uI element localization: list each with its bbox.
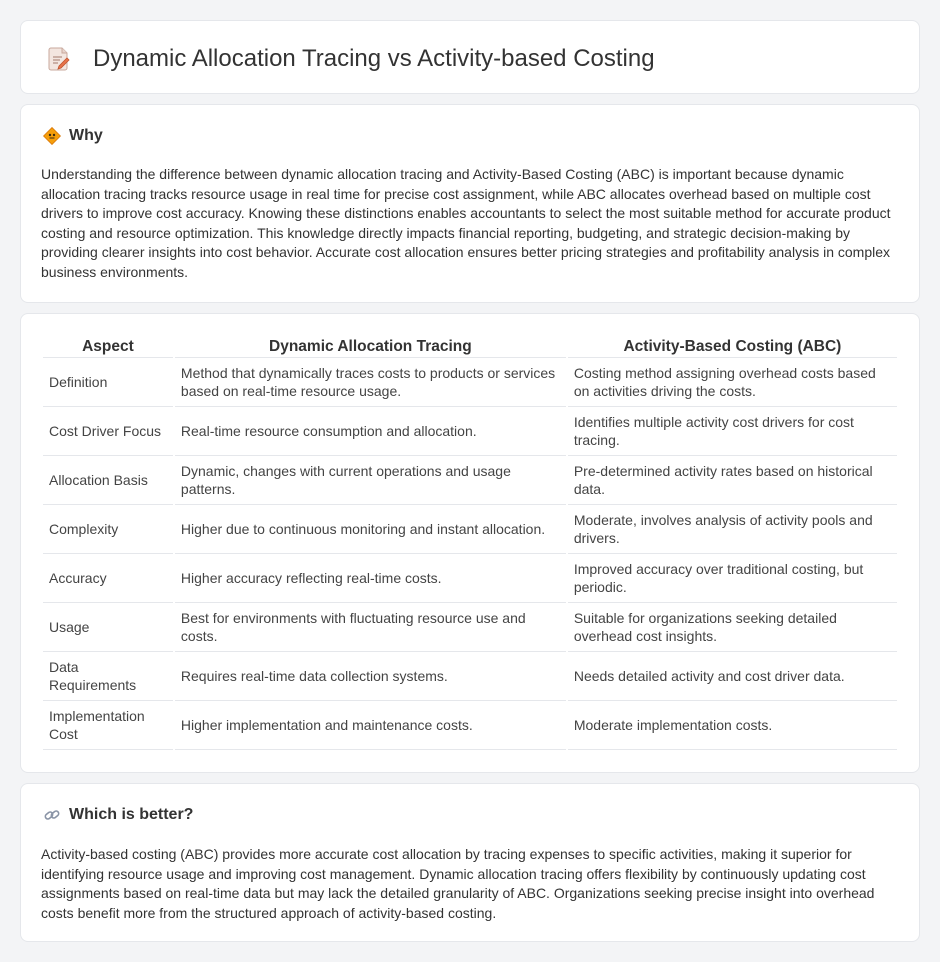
table-row: [43, 407, 897, 456]
cell-aspect: Accuracy: [43, 554, 173, 603]
cell-dynamic: Higher due to continuous monitoring and instant allocation.: [175, 505, 566, 554]
table-row: [43, 652, 897, 701]
table-header-row: [43, 336, 897, 358]
diamond-sign-icon: [43, 127, 61, 145]
header-aspect: Aspect: [43, 336, 173, 358]
cell-abc: Moderate, involves analysis of activity pools and drivers.: [568, 505, 897, 554]
better-card: [20, 783, 920, 942]
table-row: [43, 505, 897, 554]
why-heading: [43, 127, 103, 145]
cell-abc: Improved accuracy over traditional costing, but periodic.: [568, 554, 897, 603]
cell-abc: Identifies multiple activity cost drivers for cost tracing.: [568, 407, 897, 456]
cell-aspect: Complexity: [43, 505, 173, 554]
cell-aspect: Usage: [43, 603, 173, 652]
cell-aspect: Implementation Cost: [43, 701, 173, 750]
table-row: [43, 603, 897, 652]
page-title: Dynamic Allocation Tracing vs Activity-based Costing: [93, 45, 655, 72]
cell-abc: Needs detailed activity and cost driver data.: [568, 652, 897, 701]
cell-aspect: Data Requirements: [43, 652, 173, 701]
document-icon: [47, 46, 71, 72]
link-icon: [43, 806, 61, 824]
cell-aspect: Allocation Basis: [43, 456, 173, 505]
better-text: Activity-based costing (ABC) provides more accurate cost allocation by tracing expenses to specific activities, making it superior for identifying resource usage and improving cost management. Dynamic allocation tracing offers flexibility by continuously updating cost assignments based on real-time data but may lack the detailed granularity of ABC. Organizations seeking precise insight into overhead costs benefit more from the structured approach of activity-based costing.: [41, 846, 875, 921]
cell-dynamic: Higher accuracy reflecting real-time costs.: [175, 554, 566, 603]
cell-aspect: Definition: [43, 358, 173, 407]
cell-abc: Pre-determined activity rates based on historical data.: [568, 456, 897, 505]
comparison-card: [20, 313, 920, 773]
cell-dynamic: Method that dynamically traces costs to products or services based on real-time resource usage.: [175, 358, 566, 407]
comparison-table: [41, 336, 899, 750]
better-title: Which is better?: [69, 806, 194, 823]
why-title: Why: [69, 127, 103, 144]
cell-abc: Moderate implementation costs.: [568, 701, 897, 750]
header: [47, 45, 655, 73]
header-abc: Activity-Based Costing (ABC): [568, 336, 897, 358]
why-card: [20, 104, 920, 303]
header-dynamic-allocation: Dynamic Allocation Tracing: [175, 336, 566, 358]
cell-dynamic: Real-time resource consumption and allocation.: [175, 407, 566, 456]
cell-dynamic: Requires real-time data collection systems.: [175, 652, 566, 701]
table-row: [43, 358, 897, 407]
why-text: Understanding the difference between dynamic allocation tracing and Activity-Based Costing (ABC) is important because dynamic allocation tracing tracks resource usage in real time for precise cost assignment, while ABC allocates overhead based on multiple cost drivers to improve cost accuracy. Knowing these distinctions enables accountants to select the most suitable method for accurate product costing and resource optimization. This knowledge directly impacts financial reporting, budgeting, and strategic decision-making by providing clearer insights into cost behavior. Accurate cost allocation ensures better pricing strategies and profitability analysis in complex business environments.: [41, 166, 891, 280]
cell-abc: Costing method assigning overhead costs based on activities driving the costs.: [568, 358, 897, 407]
header-card: [20, 20, 920, 94]
better-heading: [43, 806, 193, 824]
cell-abc: Suitable for organizations seeking detailed overhead cost insights.: [568, 603, 897, 652]
table-row: [43, 456, 897, 505]
cell-aspect: Cost Driver Focus: [43, 407, 173, 456]
cell-dynamic: Best for environments with fluctuating resource use and costs.: [175, 603, 566, 652]
cell-dynamic: Higher implementation and maintenance costs.: [175, 701, 566, 750]
table-row: [43, 701, 897, 750]
cell-dynamic: Dynamic, changes with current operations and usage patterns.: [175, 456, 566, 505]
table-row: [43, 554, 897, 603]
